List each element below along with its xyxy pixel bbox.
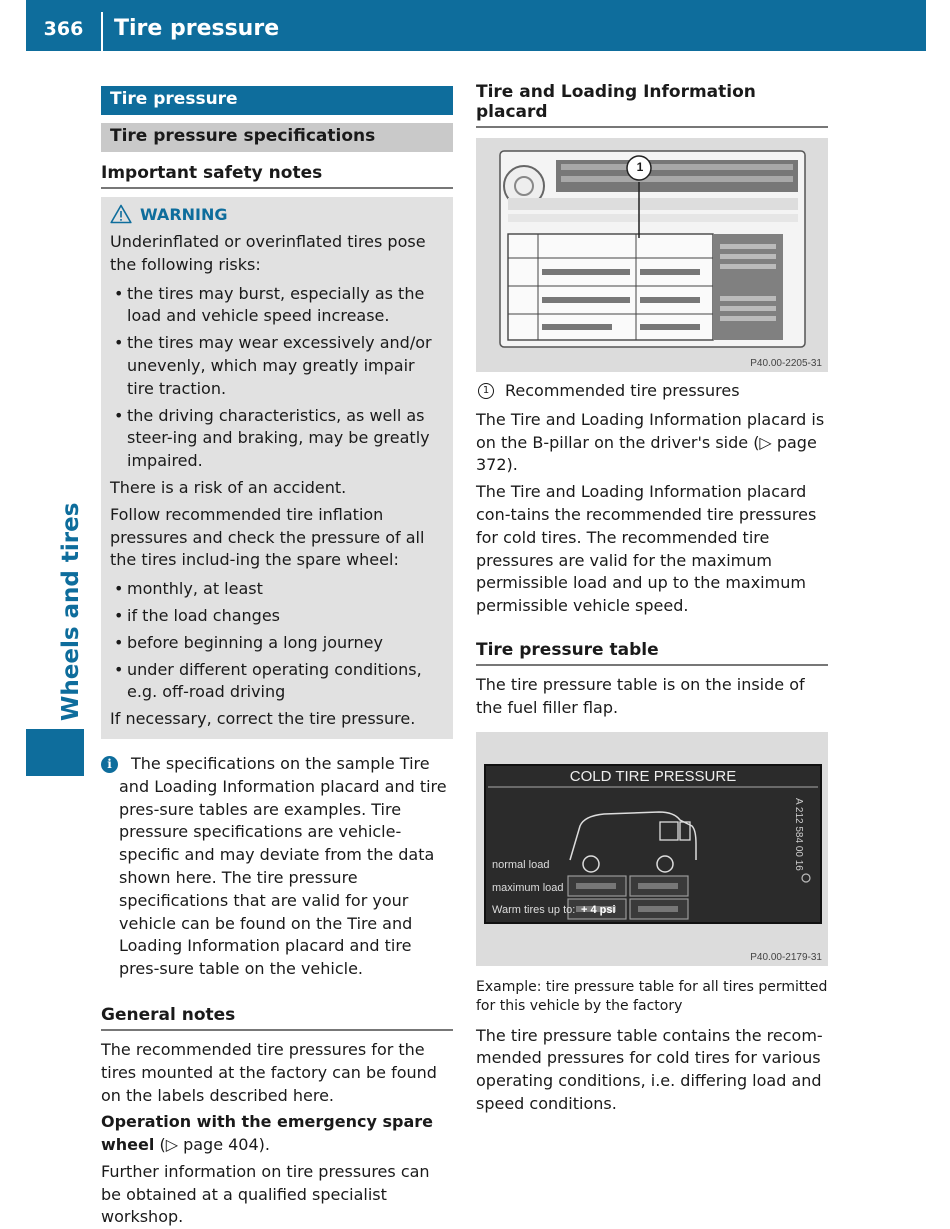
figure-legend [476, 380, 828, 403]
right-column [476, 82, 828, 1116]
correct-pressure-text: If necessary, correct the tire pressure. [110, 709, 416, 729]
page-title: Tire pressure [114, 16, 280, 41]
placard-heading: Tire and Loading Information placard [476, 82, 828, 128]
callout-number: 1 [636, 160, 644, 174]
list-item: • the tires may wear excessively and/or unevenly, which may greatly impair tire traction. [110, 332, 444, 400]
callout-marker: 1 [478, 383, 494, 399]
risk-list [110, 283, 444, 473]
list-item: • monthly, at least [110, 578, 444, 601]
list-item: • under different operating conditions, e.g. off-road driving [110, 659, 444, 705]
info-icon: i [101, 756, 118, 773]
placard-contents-text: The Tire and Loading Information placard con-tains the recommended tire pressures for cold tires. The recommended tire pressures are valid for the maximum permissible load and up to the maximum permissible vehicle speed. [476, 482, 817, 616]
list-item: • the tires may burst, especially as the load and vehicle speed increase. [110, 283, 444, 329]
warning-box [101, 197, 453, 739]
general-notes-text: The recommended tire pressures for the tires mounted at the factory can be found on the labels described here. [101, 1039, 437, 1105]
tire-pressure-table-heading: Tire pressure table [476, 640, 828, 666]
car-silhouette-icon [484, 764, 822, 924]
spare-wheel-note [101, 1111, 453, 1157]
warning-header [110, 201, 444, 227]
section-title: Tire pressure [101, 86, 453, 115]
warning-triangle-icon [110, 204, 132, 224]
placard-illustration [476, 138, 828, 372]
list-item: • the driving characteristics, as well as steer-ing and braking, may be greatly impaired. [110, 405, 444, 473]
accident-risk-text: There is a risk of an accident. [110, 477, 347, 497]
table-contents-text: The tire pressure table contains the recom-mended pressures for cold tires for various operating conditions, i.e. differing load and speed conditions. [476, 1025, 823, 1113]
general-notes-heading: General notes [101, 1005, 453, 1031]
maximum-load-label: maximum load [492, 881, 564, 894]
placard-location-text: The Tire and Loading Information placard is on the B-pillar on the driver's side (▷ page 372). [476, 409, 825, 475]
further-info-text: Further information on tire pressures can be obtained at a qualified specialist workshop. [101, 1161, 430, 1227]
warm-tires-value: + 4 psi [581, 903, 616, 916]
list-item: • if the load changes [110, 605, 444, 628]
chapter-tab-label: Wheels and tires [58, 502, 84, 721]
warning-label: WARNING [140, 204, 228, 224]
left-column [101, 86, 453, 1229]
list-item: • before beginning a long journey [110, 632, 444, 655]
safety-notes-heading: Important safety notes [101, 163, 453, 189]
figure-caption: Example: tire pressure table for all tires permitted for this vehicle by the factory [476, 978, 828, 1015]
pressure-table-figure-code: P40.00-2179-31 [750, 951, 822, 963]
pressure-table-title: COLD TIRE PRESSURE [569, 767, 737, 785]
page-number: 366 [43, 18, 84, 40]
pressure-table-figure [476, 732, 828, 966]
label-part-number: A 212 584 00 16 [793, 797, 804, 871]
info-note [101, 753, 453, 981]
placard-figure [476, 138, 828, 372]
follow-pressures-text: Follow recommended tire inflation pressures and check the pressure of all the tires includ-ing the spare wheel: [110, 504, 425, 570]
table-location-text: The tire pressure table is on the inside of the fuel filler flap. [476, 674, 805, 717]
header-divider [101, 12, 103, 51]
normal-load-label: normal load [492, 858, 550, 871]
legend-text: Recommended tire pressures [505, 381, 740, 400]
warning-intro: Underinflated or overinflated tires pose the following risks: [110, 232, 426, 274]
info-note-text: The specifications on the sample Tire and Loading Information placard and tire pres-sure tables are examples. Tire pressure specifications are vehicle-specific and may deviate from the data shown here. The tire pressure specifications that are valid for your vehicle can be found on the Tire and Loading Information placard and tire pres-sure table on the vehicle. [119, 753, 447, 979]
spare-wheel-page-link[interactable]: (▷ page 404). [154, 1135, 270, 1155]
warm-tires-label: Warm tires up to: [492, 903, 576, 916]
subsection-title: Tire pressure specifications [101, 123, 453, 152]
check-list [110, 578, 444, 704]
chapter-tab-marker [26, 729, 84, 776]
placard-figure-code: P40.00-2205-31 [750, 358, 822, 369]
spare-wheel-bold: Operation with the emergency spare wheel [101, 1112, 433, 1155]
